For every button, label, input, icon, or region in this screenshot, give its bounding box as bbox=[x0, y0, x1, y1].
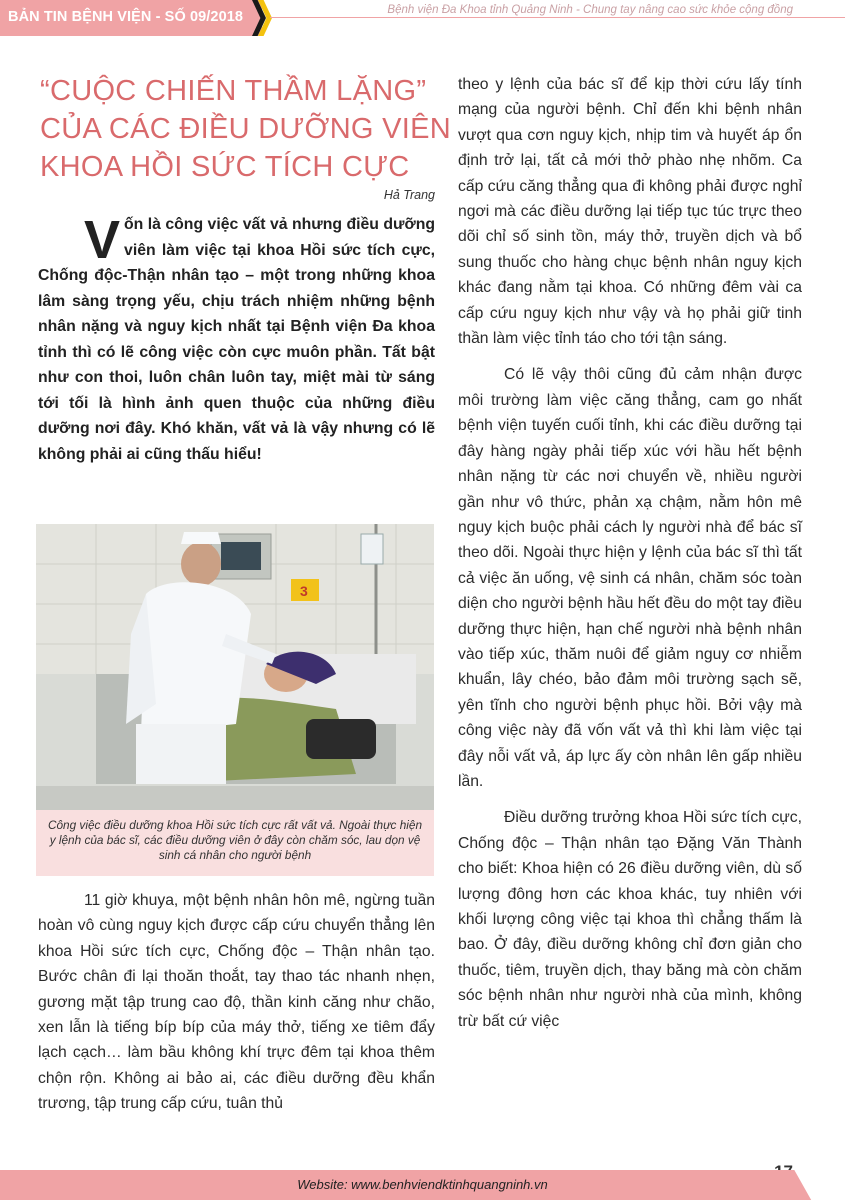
bed-number: 3 bbox=[300, 583, 308, 599]
page-footer bbox=[0, 1170, 845, 1200]
title-line: KHOA HỒI SỨC TÍCH CỰC bbox=[40, 151, 410, 183]
drop-cap: V bbox=[84, 210, 121, 270]
right-column bbox=[458, 72, 802, 1034]
article-photo bbox=[36, 524, 434, 810]
body-paragraph: 11 giờ khuya, một bệnh nhân hôn mê, ngừng tuần hoàn vô cùng nguy kịch được cấp cứu chuyển thẳng lên khoa Hồi sức tích cực, Chống độc – Thận nhân tạo. Bước chân đi lại thoăn thoắt, tay thao tác nhanh nhẹn, gương mặt tập trung cao độ, thần kinh căng như chão, xen lẫn là tiếng bíp bíp của máy thở, tiếng xe tiêm đẩy lạch cạch… làm bầu không khí trực đêm tại khoa thêm chộn rộn. Không ai bảo ai, các điều dưỡng đều khẩn trương, tập trung cấp cứu, tuân thủ bbox=[38, 892, 435, 1113]
page-header bbox=[0, 0, 845, 36]
website-link[interactable]: Website: www.benhviendktinhquangninh.vn bbox=[297, 1177, 548, 1192]
issue-label: BẢN TIN BỆNH VIỆN - SỐ 09/2018 bbox=[8, 9, 244, 25]
left-column-body bbox=[38, 888, 435, 1117]
title-line: “CUỘC CHIẾN THẦM LẶNG” bbox=[40, 75, 427, 107]
title-line: CỦA CÁC ĐIỀU DƯỠNG VIÊN bbox=[40, 113, 452, 145]
header-slogan: Bệnh viện Đa Khoa tỉnh Quảng Ninh - Chung tay nâng cao sức khỏe cộng đồng bbox=[387, 4, 793, 16]
body-paragraph: Có lẽ vậy thôi cũng đủ cảm nhận được môi trường làm việc căng thẳng, cam go nhất bệnh viện tuyến cuối tỉnh, khi các điều dưỡng tại đây hàng ngày phải tiếp xúc với hầu hết bệnh nhân nặng từ các nơi chuyển về, nhiều người gần như vô thức, phản xạ chậm, nằm hôn mê nguy kịch buộc phải cách ly người nhà để bác sĩ theo dõi. Ngoài thực hiện y lệnh của bác sĩ thì tất cả việc ăn uống, vệ sinh cá nhân, chăm sóc toàn diện cho người bệnh hầu hết đều do một tay điều dưỡng thực hiện, hạn chế người nhà bệnh nhân vào tiếp xúc, thăm nuôi để giảm nguy cơ nhiễm khuẩn, lây chéo, bảo đảm môi trường sạch sẽ, yên tĩnh cho người bệnh phục hồi. Bởi vậy mà công việc này đã vốn vất vả thì khi làm việc tại đây nỗi vất vả, áp lực ấy còn nhân lên gấp nhiều lần. bbox=[458, 366, 802, 790]
article-title bbox=[40, 72, 452, 186]
lead-paragraph bbox=[38, 212, 435, 467]
body-paragraph: theo y lệnh của bác sĩ để kịp thời cứu lấy tính mạng của người bệnh. Chỉ đến khi bệnh nhân vượt qua cơn nguy kịch, nhịp tim và huyết áp ổn định trở lại, tất cả mới thở phào nhẹ nhõm. Ca cấp cứu căng thẳng qua đi không phải được nghỉ ngơi mà các điều dưỡng lại tiếp tục túc trực theo dõi chỉ số sinh tồn, máy thở, truyền dịch và bổ sung thuốc cho hàng chục bệnh nhân nguy kịch khác đang nằm tại khoa. Có những đêm vài ca cấp cứu nguy kịch như vậy và họ phải giữ tinh thần làm việc tỉnh táo cho tới tận sáng. bbox=[458, 76, 802, 348]
photo-caption: Công việc điều dưỡng khoa Hồi sức tích cực rất vất vả. Ngoài thực hiện y lệnh của bác sĩ, các điều dưỡng viên ở đây còn chăm sóc, lau dọn vệ sinh cá nhân cho người bệnh bbox=[36, 810, 434, 876]
header-rule bbox=[270, 17, 845, 18]
nurse-patient-photo bbox=[36, 524, 434, 810]
lead-text: ốn là công việc vất vả nhưng điều dưỡng viên làm việc tại khoa Hồi sức tích cực, Chống độc-Thận nhân tạo – một trong những khoa lâm sàng trọng yếu, chịu trách nhiệm những bệnh nhân nặng và nguy kịch nhất tại Bệnh viện Đa khoa tỉnh thì có lẽ công việc còn cực muôn phần. Tất bật như con thoi, luôn chân luôn tay, miệt mài từ sáng tới tối là hình ảnh quen thuộc của những điều dưỡng nơi đây. Khó khăn, vất vả là vậy nhưng có lẽ không phải ai cũng thấu hiểu! bbox=[38, 216, 435, 463]
author-byline: Hả Trang bbox=[383, 188, 435, 202]
body-paragraph: Điều dưỡng trưởng khoa Hồi sức tích cực, Chống độc – Thận nhân tạo Đặng Văn Thành cho biết: Khoa hiện có 26 điều dưỡng viên, dù số lượng đông hơn các khoa khác, tuy nhiên với khối lượng công việc tại khoa thì chẳng thấm là bao. Ở đây, điều dưỡng không chỉ đơn giản cho thuốc, tiêm, truyền dịch, thay băng mà còn chăm sóc bệnh nhân như người nhà của mình, không trừ bất cứ việc bbox=[458, 809, 802, 1030]
